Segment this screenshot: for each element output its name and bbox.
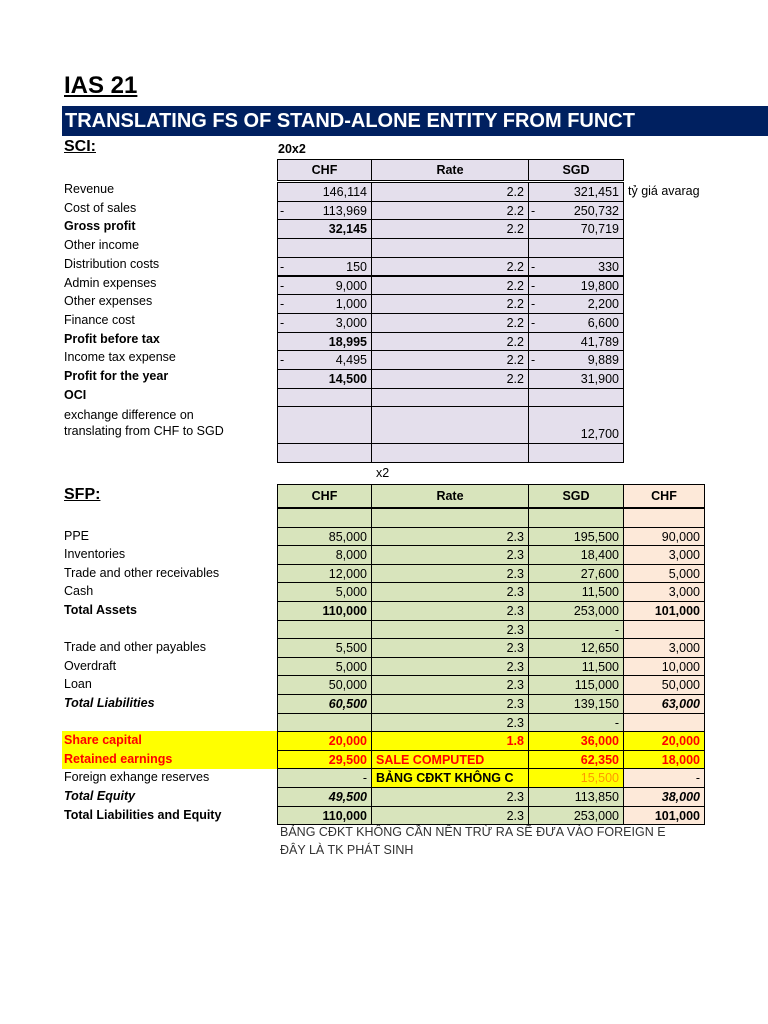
sci-sgd-cell (528, 182, 624, 202)
sfp-rate-value: 2.3 (506, 808, 524, 823)
sfp-rate-value: BẢNG CĐKT KHÔNG C (376, 771, 514, 786)
sci-row-label: OCI (64, 387, 87, 402)
sfp-chf2-value: 5,000 (668, 566, 700, 581)
exch-cell (528, 406, 624, 444)
sci-heading: SCI: (64, 138, 96, 155)
sci-sgd-value: 321,451 (573, 185, 619, 199)
sfp-rate-value: 2.3 (506, 585, 524, 600)
sci-sgd-cell (528, 388, 624, 408)
sfp-chf-value: 5,500 (335, 641, 367, 656)
negative-sign: - (531, 203, 536, 218)
sfp-sgd-value: 113,850 (574, 790, 619, 804)
sci-sgd-cell (528, 276, 624, 296)
sci-rate-cell (371, 201, 529, 221)
exch-value: 12,700 (580, 427, 619, 442)
sfp-rate-cell (371, 768, 529, 788)
sfp-sgd-cell (528, 601, 624, 621)
sci-chf-value: 3,000 (335, 315, 367, 330)
sfp-row-label: Inventories (64, 547, 126, 562)
sfp-chf-value: 8,000 (335, 548, 367, 563)
sci-rate-cell (371, 294, 529, 314)
sci-chf-value: 14,500 (328, 372, 367, 386)
sfp-rate-cell (371, 657, 529, 677)
sci-rate-value: 2.2 (506, 203, 524, 218)
sci-chf-value: 150 (346, 259, 367, 274)
exch-label-2: translating from CHF to SGD (64, 424, 224, 439)
negative-sign: - (280, 278, 285, 293)
sci-rate-cell (371, 276, 529, 296)
sci-row-label: Income tax expense (64, 350, 176, 365)
sci-chf-cell (277, 388, 372, 408)
sfp-sgd-value: 62,350 (580, 752, 619, 767)
sfp-header-chf: CHF (277, 484, 372, 508)
exch-label-1: exchange difference on (64, 408, 194, 423)
sci-rate-cell (371, 219, 529, 239)
sfp-sgd-cell (528, 713, 624, 733)
sci-rate-cell (371, 257, 529, 277)
sfp-rate-value: 2.3 (506, 715, 524, 730)
sfp-header-sgd: SGD (528, 484, 624, 508)
sci-rate-value: 2.2 (506, 185, 524, 199)
sfp-rate-cell (371, 806, 529, 826)
sfp-chf2-cell (623, 620, 705, 640)
sci-chf-value: 113,969 (322, 203, 367, 218)
sfp-sgd-value: 36,000 (580, 734, 619, 749)
sfp-rate-value: 2.3 (506, 659, 524, 674)
sfp-chf-value: - (362, 771, 367, 786)
negative-sign: - (280, 259, 285, 274)
sfp-chf2-value: 90,000 (661, 529, 700, 544)
period-label: 20x2 (278, 142, 306, 156)
sci-row-label: Other expenses (64, 294, 153, 309)
sci-rate-value: 2.2 (506, 259, 524, 274)
sfp-chf2-value: 38,000 (661, 790, 700, 804)
sfp-chf2-cell (623, 731, 705, 751)
sci-sgd-cell (528, 238, 624, 258)
sci-chf-cell (277, 369, 372, 389)
sfp-rate-value: 2.3 (506, 566, 524, 581)
sfp-row-label: Foreign exhange reserves (64, 770, 210, 785)
sci-header-sgd: SGD (528, 159, 624, 181)
sci-sgd-value: 330 (598, 259, 619, 274)
sfp-sgd-cell (528, 545, 624, 565)
sfp-sgd-cell (528, 694, 624, 714)
sfp-chf2-cell (623, 564, 705, 584)
sfp-rate-cell (371, 750, 529, 770)
sfp-chf-cell (277, 750, 372, 770)
sfp-rate-cell (371, 713, 529, 733)
sci-sgd-cell (528, 257, 624, 277)
sfp-rate-cell (371, 601, 529, 621)
sfp-rate-cell (371, 694, 529, 714)
sci-rate-value: 2.2 (506, 278, 524, 293)
sfp-rate-value: 2.3 (506, 604, 524, 618)
sci-rate-cell (371, 313, 529, 333)
sci-sgd-cell (528, 294, 624, 314)
sfp-sgd-cell (528, 750, 624, 770)
sfp-chf-cell (277, 601, 372, 621)
sci-sgd-value: 2,200 (587, 297, 619, 312)
sfp-rate-cell (371, 787, 529, 807)
sfp-sgd-cell (528, 675, 624, 695)
sfp-sgd-value: 11,500 (581, 659, 619, 674)
sfp-chf-cell (277, 694, 372, 714)
sfp-row-label: Retained earnings (64, 751, 173, 766)
sfp-chf2-cell (623, 638, 705, 658)
sfp-row-label: Total Assets (64, 603, 137, 617)
sci-sgd-cell (528, 332, 624, 352)
sci-row-label: Revenue (64, 182, 115, 196)
sfp-row-label: Total Equity (64, 789, 136, 803)
sfp-chf-value: 12,000 (328, 566, 367, 581)
sfp-row-label: Trade and other payables (64, 640, 206, 655)
sfp-sgd-value: 15,500 (580, 771, 619, 786)
sfp-rate-value: 2.3 (506, 529, 524, 544)
sci-row-label: Profit before tax (64, 331, 160, 346)
sfp-chf-value: 60,500 (328, 697, 367, 711)
sfp-rate-value: 2.3 (506, 548, 524, 563)
sci-rate-value: 2.2 (506, 353, 524, 368)
negative-sign: - (531, 259, 536, 274)
sfp-sgd-value: 115,000 (574, 678, 619, 693)
sfp-chf2-value: 3,000 (668, 585, 700, 600)
sfp-chf-cell (277, 787, 372, 807)
sfp-chf2-cell (623, 787, 705, 807)
sfp-sgd-value: - (614, 622, 619, 637)
sfp-sgd-value: 27,600 (580, 566, 619, 581)
sci-rate-value: 2.2 (506, 372, 524, 386)
sfp-chf-value: 110,000 (322, 808, 367, 823)
sci-rate-cell (371, 238, 529, 258)
sci-blank-cell (371, 443, 529, 463)
sfp-chf2-cell (623, 694, 705, 714)
sfp-chf-value: 110,000 (322, 604, 367, 618)
negative-sign: - (531, 353, 536, 368)
sci-chf-cell (277, 276, 372, 296)
sfp-chf2-cell (623, 675, 705, 695)
sci-chf-value: 32,145 (328, 222, 367, 237)
sfp-chf2-cell (623, 713, 705, 733)
sfp-rate-cell (371, 545, 529, 565)
sfp-header-rate: Rate (371, 484, 529, 508)
sfp-chf-value: 29,500 (328, 752, 367, 767)
sfp-chf2-cell (623, 582, 705, 602)
sci-header-chf: CHF (277, 159, 372, 181)
sfp-chf2-value: 63,000 (661, 697, 700, 711)
sci-rate-value: 2.2 (506, 297, 524, 312)
sfp-rate-cell (371, 620, 529, 640)
sci-chf-cell (277, 350, 372, 370)
sci-row-label: Gross profit (64, 219, 136, 234)
sci-chf-cell (277, 332, 372, 352)
sci-chf-value: 9,000 (335, 278, 367, 293)
sfp-chf-cell (277, 657, 372, 677)
title-banner: TRANSLATING FS OF STAND-ALONE ENTITY FROM FUNCT (62, 106, 768, 136)
sfp-chf-value: 85,000 (328, 529, 367, 544)
sci-sgd-value: 9,889 (587, 353, 619, 368)
sfp-row-label: Total Liabilities and Equity (64, 807, 222, 822)
sfp-chf-cell (277, 731, 372, 751)
sfp-sgd-cell (528, 806, 624, 826)
sfp-sgd-value: 253,000 (573, 604, 619, 618)
sfp-chf-cell (277, 545, 372, 565)
sfp-chf2-value: - (695, 771, 700, 786)
sfp-rate-value: SALE COMPUTED (376, 752, 485, 767)
sfp-note-1: BẢNG CĐKT KHÔNG CẦN NÊN TRỪ RA SẼ ĐƯA VÀO FOREIGN E (280, 825, 666, 840)
sci-side-note: tỷ giá avarag (628, 184, 700, 198)
sfp-sgd-value: - (614, 715, 619, 730)
sci-rate-cell (371, 369, 529, 389)
sci-chf-cell (277, 238, 372, 258)
sci-chf-value: 4,495 (335, 353, 367, 368)
sci-row-label: Profit for the year (64, 369, 169, 383)
sfp-chf-cell (277, 713, 372, 733)
negative-sign: - (280, 297, 285, 312)
sfp-sgd-value: 12,650 (580, 641, 619, 656)
sfp-chf-cell (277, 768, 372, 788)
sci-chf-value: 18,995 (328, 334, 367, 349)
negative-sign: - (531, 297, 536, 312)
sci-row-label: Admin expenses (64, 275, 157, 290)
sfp-sgd-cell (528, 508, 624, 528)
sfp-chf-cell (277, 638, 372, 658)
sfp-sgd-cell (528, 768, 624, 788)
sfp-chf2-value: 3,000 (668, 641, 700, 656)
sfp-chf2-value: 18,000 (661, 752, 700, 767)
sci-chf-cell (277, 313, 372, 333)
sfp-chf-value: 5,000 (335, 659, 367, 674)
sci-sgd-cell (528, 219, 624, 239)
sfp-sgd-value: 195,500 (573, 529, 619, 544)
sfp-chf2-cell (623, 545, 705, 565)
sci-sgd-cell (528, 369, 624, 389)
sfp-chf-cell (277, 508, 372, 528)
sfp-chf2-value: 3,000 (668, 548, 700, 563)
sfp-rate-cell (371, 638, 529, 658)
exch-cell (277, 406, 372, 444)
sci-rate-value: 2.2 (506, 315, 524, 330)
sfp-sgd-cell (528, 527, 624, 547)
sci-chf-cell (277, 219, 372, 239)
sci-row-label: Other income (64, 238, 140, 253)
sfp-sgd-value: 11,500 (581, 585, 619, 600)
sci-blank-cell (277, 443, 372, 463)
sci-chf-cell (277, 182, 372, 202)
sfp-chf2-cell (623, 750, 705, 770)
sci-rate-cell (371, 332, 529, 352)
negative-sign: - (280, 353, 285, 368)
sci-header-rate: Rate (371, 159, 529, 181)
sfp-chf-value: 5,000 (335, 585, 367, 600)
sci-sgd-cell (528, 350, 624, 370)
sfp-rate-cell (371, 564, 529, 584)
sfp-chf2-cell (623, 527, 705, 547)
sfp-sgd-cell (528, 582, 624, 602)
sfp-sgd-cell (528, 731, 624, 751)
sfp-header-chf-prior: CHF (623, 484, 705, 508)
negative-sign: - (531, 278, 536, 293)
sfp-rate-cell (371, 527, 529, 547)
sfp-rate-cell (371, 675, 529, 695)
sfp-rate-value: 2.3 (506, 790, 524, 804)
sfp-sgd-value: 253,000 (573, 808, 619, 823)
sfp-chf2-cell (623, 806, 705, 826)
sfp-chf-cell (277, 806, 372, 826)
x2-label: x2 (376, 466, 390, 480)
sfp-rate-cell (371, 508, 529, 528)
sci-rate-cell (371, 182, 529, 202)
sci-blank-cell (528, 443, 624, 463)
sci-rate-value: 2.2 (506, 222, 524, 237)
sci-chf-value: 1,000 (335, 297, 367, 312)
sci-row-label: Finance cost (64, 312, 135, 327)
page-title: IAS 21 (64, 72, 138, 99)
sfp-chf-cell (277, 582, 372, 602)
sfp-row-label: Total Liabilities (64, 696, 155, 710)
sfp-chf-cell (277, 620, 372, 640)
sfp-chf-value: 50,000 (328, 678, 367, 693)
sfp-chf2-value: 101,000 (654, 808, 700, 823)
negative-sign: - (280, 203, 285, 218)
negative-sign: - (531, 315, 536, 330)
sfp-chf2-cell (623, 508, 705, 528)
sfp-chf2-value: 10,000 (661, 659, 700, 674)
sfp-chf2-value: 50,000 (661, 678, 700, 693)
sci-sgd-cell (528, 313, 624, 333)
sfp-note-2: ĐÂY LÀ TK PHÁT SINH (280, 843, 414, 858)
sfp-sgd-cell (528, 657, 624, 677)
sfp-heading: SFP: (64, 486, 101, 503)
sfp-sgd-cell (528, 787, 624, 807)
sci-sgd-value: 31,900 (580, 372, 619, 386)
sci-sgd-value: 19,800 (580, 278, 619, 293)
sfp-rate-value: 2.3 (506, 622, 524, 637)
sfp-chf2-value: 101,000 (654, 604, 700, 618)
sci-rate-cell (371, 350, 529, 370)
sfp-rate-value: 2.3 (506, 641, 524, 656)
sfp-chf-cell (277, 527, 372, 547)
sfp-row-label: Overdraft (64, 658, 117, 673)
sfp-row-label: Cash (64, 584, 94, 599)
sfp-row-label: PPE (64, 528, 90, 543)
sci-row-label: Distribution costs (64, 256, 160, 271)
sfp-row-label: Trade and other receivables (64, 565, 220, 580)
sfp-rate-value: 2.3 (506, 697, 524, 711)
sci-chf-value: 146,114 (322, 185, 367, 199)
sci-sgd-value: 250,732 (573, 203, 619, 218)
sci-sgd-cell (528, 201, 624, 221)
sfp-sgd-cell (528, 620, 624, 640)
sci-chf-cell (277, 294, 372, 314)
sfp-chf2-cell (623, 657, 705, 677)
negative-sign: - (280, 315, 285, 330)
exch-cell (371, 406, 529, 444)
sci-chf-cell (277, 257, 372, 277)
sfp-row-label: Share capital (64, 733, 142, 748)
sfp-chf-value: 20,000 (328, 734, 367, 749)
sci-rate-cell (371, 388, 529, 408)
sfp-chf2-cell (623, 601, 705, 621)
sfp-chf-cell (277, 564, 372, 584)
sfp-sgd-value: 18,400 (580, 548, 619, 563)
sfp-rate-cell (371, 731, 529, 751)
sfp-row-label: Loan (64, 677, 92, 692)
sfp-chf-value: 49,500 (328, 790, 367, 804)
sfp-sgd-cell (528, 564, 624, 584)
sfp-rate-value: 2.3 (506, 678, 524, 693)
sfp-chf2-cell (623, 768, 705, 788)
sfp-sgd-value: 139,150 (573, 697, 619, 711)
sci-row-label: Cost of sales (64, 200, 137, 215)
sfp-rate-cell (371, 582, 529, 602)
sci-sgd-value: 6,600 (587, 315, 619, 330)
sfp-chf2-value: 20,000 (661, 734, 700, 749)
sfp-chf-cell (277, 675, 372, 695)
sfp-rate-value: 1.8 (506, 734, 524, 749)
sci-rate-value: 2.2 (506, 334, 524, 349)
sci-sgd-value: 70,719 (580, 222, 619, 237)
sfp-sgd-cell (528, 638, 624, 658)
sci-sgd-value: 41,789 (580, 334, 619, 349)
sci-chf-cell (277, 201, 372, 221)
